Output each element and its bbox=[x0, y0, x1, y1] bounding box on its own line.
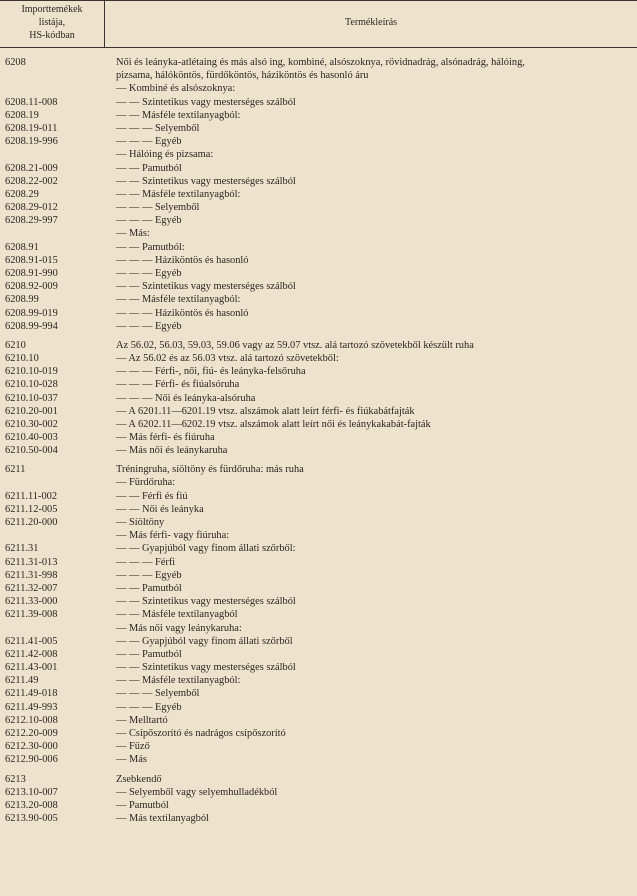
header-bottom-rule bbox=[0, 47, 637, 48]
hs-code: 6210.30-002 bbox=[5, 418, 58, 430]
table-row bbox=[0, 214, 637, 227]
product-description: — Más férfi- és fiúruha bbox=[116, 432, 215, 444]
hs-code: 6208.21-009 bbox=[5, 162, 58, 174]
table-row bbox=[0, 542, 637, 555]
table-row bbox=[0, 556, 637, 569]
hs-code: 6211.11-002 bbox=[5, 490, 58, 502]
table-row bbox=[0, 812, 637, 825]
product-description: Az 56.02, 56.03, 59.03, 59.06 vagy az 59.07 vtsz. alá tartozó szövetekből készült ruha bbox=[116, 339, 474, 351]
table-row bbox=[0, 69, 637, 82]
table-row bbox=[0, 608, 637, 621]
hs-code: 6213.10-007 bbox=[5, 786, 58, 798]
hs-code: 6208 bbox=[5, 57, 26, 68]
product-description: — Fűző bbox=[116, 741, 150, 753]
hs-code: 6211.43-001 bbox=[5, 662, 58, 674]
hs-code: 6211.49-018 bbox=[5, 688, 58, 700]
product-description: — Hálóing és pizsama: bbox=[116, 149, 214, 161]
hs-code: 6210.50-004 bbox=[5, 445, 58, 457]
table-row bbox=[0, 280, 637, 293]
product-description: — — Szintetikus vagy mesterséges szálból bbox=[116, 175, 296, 187]
product-description: — Más: bbox=[116, 228, 150, 240]
table-row bbox=[0, 431, 637, 444]
product-description: — — Másféle textilanyagból bbox=[116, 609, 238, 621]
table-row bbox=[0, 444, 637, 457]
table-row bbox=[0, 392, 637, 405]
table-row bbox=[0, 109, 637, 122]
product-description: — — Szintetikus vagy mesterséges szálból bbox=[116, 96, 296, 108]
product-description: — — Szintetikus vagy mesterséges szálból bbox=[116, 596, 296, 608]
table-row bbox=[0, 582, 637, 595]
table-row bbox=[0, 188, 637, 201]
hs-code: 6208.22-002 bbox=[5, 175, 58, 187]
table-row bbox=[0, 175, 637, 188]
product-description: — A 6202.11—6202.19 vtsz. alszámok alatt leírt női és leánykakabát-fajták bbox=[116, 418, 431, 430]
table-row bbox=[0, 122, 637, 135]
table-row bbox=[0, 82, 637, 95]
hs-code: 6208.11-008 bbox=[5, 96, 58, 108]
column-header-codes-line: HS-kódban bbox=[29, 30, 75, 41]
table-row bbox=[0, 476, 637, 489]
product-description: Tréningruha, síöltöny és fürdőruha: más ruha bbox=[116, 464, 304, 476]
table-row bbox=[0, 241, 637, 254]
product-description: — — Gyapjúból vagy finom állati szőrből bbox=[116, 635, 293, 647]
hs-code: 6211.31-013 bbox=[5, 556, 58, 568]
table-row bbox=[0, 635, 637, 648]
table-row bbox=[0, 267, 637, 280]
hs-code: 6211.33-000 bbox=[5, 596, 58, 608]
product-description: — — — Egyéb bbox=[116, 320, 182, 332]
table-row bbox=[0, 352, 637, 365]
column-header-codes bbox=[0, 3, 104, 42]
product-description: — — — Egyéb bbox=[116, 701, 182, 713]
hs-code: 6211.49 bbox=[5, 675, 39, 687]
hs-code: 6211.49-993 bbox=[5, 701, 58, 713]
product-description: — — Pamutból bbox=[116, 582, 182, 594]
product-description: pizsama, hálóköntös, fürdőköntös, háziköntös és hasonló áru bbox=[116, 70, 369, 82]
product-description: Női és leányka-atlétaing és más alsó ing, kombiné, alsószoknya, rövidnadrág, alsónadrág, hálóing, bbox=[116, 57, 525, 68]
header-top-rule bbox=[0, 0, 637, 1]
product-description: — A 6201.11—6201.19 vtsz. alszámok alatt leírt férfi- és fiúkabátfajták bbox=[116, 405, 415, 417]
hs-code: 6208.19 bbox=[5, 109, 39, 121]
product-description: — — — Selyemből bbox=[116, 688, 200, 700]
hs-code: 6210.10-028 bbox=[5, 379, 58, 391]
table-row bbox=[0, 365, 637, 378]
product-description: — — — Selyemből bbox=[116, 202, 200, 214]
table-row bbox=[0, 674, 637, 687]
product-description: — Csípőszorító és nadrágos csípőszorító bbox=[116, 728, 286, 739]
product-description: — Más textilanyagból bbox=[116, 812, 209, 824]
hs-code: 6208.91-990 bbox=[5, 268, 58, 279]
table-row bbox=[0, 320, 637, 333]
product-description: — — — Egyéb bbox=[116, 136, 182, 148]
hs-code: 6208.92-009 bbox=[5, 281, 58, 293]
hs-code: 6208.19-996 bbox=[5, 136, 58, 148]
table-row bbox=[0, 503, 637, 516]
product-description: — — — Háziköntös és hasonló bbox=[116, 254, 249, 266]
hs-code: 6210 bbox=[5, 339, 26, 351]
product-description: — — Pamutból: bbox=[116, 241, 185, 253]
hs-code: 6211.12-005 bbox=[5, 503, 58, 515]
hs-code: 6211.42-008 bbox=[5, 648, 58, 660]
product-description: — Pamutból bbox=[116, 799, 169, 811]
hs-code: 6213 bbox=[5, 773, 26, 785]
table-row bbox=[0, 569, 637, 582]
product-description: — Más férfi- vagy fiúruha: bbox=[116, 530, 230, 542]
product-description: — — — Egyéb bbox=[116, 569, 182, 581]
column-header-description: Termékleírás bbox=[344, 17, 398, 28]
hs-code: 6212.20-009 bbox=[5, 728, 58, 739]
hs-code: 6211.41-005 bbox=[5, 635, 58, 647]
product-description: — — — Egyéb bbox=[116, 268, 182, 279]
product-description: — — Másféle textilanyagból: bbox=[116, 294, 241, 306]
table-row bbox=[0, 135, 637, 148]
product-description: — — Másféle textilanyagból: bbox=[116, 675, 241, 687]
tariff-table-body bbox=[0, 56, 637, 825]
column-header-codes-line: Importtemékek bbox=[21, 4, 83, 15]
product-description: — — — Női és leányka-alsóruha bbox=[116, 392, 256, 404]
hs-code: 6211.39-008 bbox=[5, 609, 58, 621]
product-description: — — — Férfi-, női, fiú- és leányka-felsőruha bbox=[116, 366, 306, 378]
product-description: — Az 56.02 és az 56.03 vtsz. alá tartozó szövetekből: bbox=[116, 352, 339, 364]
product-description: — Síöltöny bbox=[116, 517, 165, 528]
hs-code: 6208.99-994 bbox=[5, 320, 58, 332]
product-description: — — Szintetikus vagy mesterséges szálból bbox=[116, 662, 296, 674]
table-row bbox=[0, 786, 637, 799]
hs-code: 6211.31 bbox=[5, 543, 39, 555]
table-row bbox=[0, 201, 637, 214]
hs-code: 6208.29 bbox=[5, 188, 39, 200]
hs-code: 6208.91-015 bbox=[5, 254, 58, 266]
hs-code: 6211.31-998 bbox=[5, 569, 58, 581]
table-row bbox=[0, 405, 637, 418]
table-row bbox=[0, 293, 637, 306]
product-description: — — Női és leányka bbox=[116, 503, 204, 515]
product-description: — Kombiné és alsószoknya: bbox=[116, 83, 236, 95]
table-row bbox=[0, 378, 637, 391]
hs-code: 6208.19-011 bbox=[5, 122, 58, 134]
product-description: — Más női és leánykaruha bbox=[116, 445, 228, 457]
table-row bbox=[0, 162, 637, 175]
hs-code: 6211.32-007 bbox=[5, 582, 58, 594]
product-description: Zsebkendő bbox=[116, 773, 162, 785]
table-row bbox=[0, 701, 637, 714]
product-description: — Fürdőruha: bbox=[116, 477, 176, 489]
hs-code: 6210.40-003 bbox=[5, 432, 58, 444]
hs-code: 6208.29-997 bbox=[5, 215, 58, 227]
table-row bbox=[0, 595, 637, 608]
table-row bbox=[0, 516, 637, 529]
table-row bbox=[0, 727, 637, 740]
product-description: — — Pamutból bbox=[116, 648, 182, 660]
product-description: — — Szintetikus vagy mesterséges szálból bbox=[116, 281, 296, 293]
product-description: — — Másféle textilanyagból: bbox=[116, 188, 241, 200]
hs-code: 6213.90-005 bbox=[5, 812, 58, 824]
product-description: — — — Háziköntös és hasonló bbox=[116, 307, 249, 319]
product-description: — — — Férfi- és fiúalsóruha bbox=[116, 379, 240, 391]
product-description: — — — Selyemből bbox=[116, 122, 200, 134]
table-row bbox=[0, 457, 637, 476]
hs-code: 6211 bbox=[5, 464, 26, 476]
hs-code: 6212.30-000 bbox=[5, 741, 58, 753]
hs-code: 6210.10 bbox=[5, 352, 39, 364]
table-row bbox=[0, 687, 637, 700]
table-row bbox=[0, 56, 637, 69]
product-description: — Selyemből vagy selyemhulladékból bbox=[116, 786, 278, 798]
table-row bbox=[0, 96, 637, 109]
product-description: — — Férfi és fiú bbox=[116, 490, 188, 502]
hs-code: 6208.99-019 bbox=[5, 307, 58, 319]
table-row bbox=[0, 254, 637, 267]
product-description: — — Másféle textilanyagból: bbox=[116, 109, 241, 121]
hs-code: 6208.99 bbox=[5, 294, 39, 306]
product-description: — — — Férfi bbox=[116, 556, 176, 568]
product-description: — — Pamutból bbox=[116, 162, 182, 174]
hs-code: 6208.29-012 bbox=[5, 202, 58, 214]
table-row bbox=[0, 227, 637, 240]
hs-code: 6212.90-006 bbox=[5, 754, 58, 766]
table-row bbox=[0, 714, 637, 727]
table-row bbox=[0, 418, 637, 431]
table-row bbox=[0, 661, 637, 674]
table-row bbox=[0, 622, 637, 635]
table-row bbox=[0, 529, 637, 542]
hs-code: 6210.20-001 bbox=[5, 405, 58, 417]
hs-code: 6210.10-019 bbox=[5, 366, 58, 378]
hs-code: 6208.91 bbox=[5, 241, 39, 253]
table-row bbox=[0, 753, 637, 766]
product-description: — — — Egyéb bbox=[116, 215, 182, 227]
product-description: — Más női vagy leánykaruha: bbox=[116, 622, 242, 634]
table-row bbox=[0, 307, 637, 320]
table-row bbox=[0, 490, 637, 503]
table-row bbox=[0, 148, 637, 161]
table-row bbox=[0, 648, 637, 661]
table-row bbox=[0, 767, 637, 786]
table-row bbox=[0, 740, 637, 753]
product-description: — Más bbox=[116, 754, 147, 766]
hs-code: 6210.10-037 bbox=[5, 392, 58, 404]
table-row bbox=[0, 333, 637, 352]
hs-code: 6212.10-008 bbox=[5, 714, 58, 726]
table-row bbox=[0, 799, 637, 812]
hs-code: 6213.20-008 bbox=[5, 799, 58, 811]
hs-code: 6211.20-000 bbox=[5, 517, 58, 528]
column-header-codes-line: listája, bbox=[38, 17, 66, 28]
product-description: — — Gyapjúból vagy finom állati szőrből: bbox=[116, 543, 296, 555]
product-description: — Melltartó bbox=[116, 714, 168, 726]
